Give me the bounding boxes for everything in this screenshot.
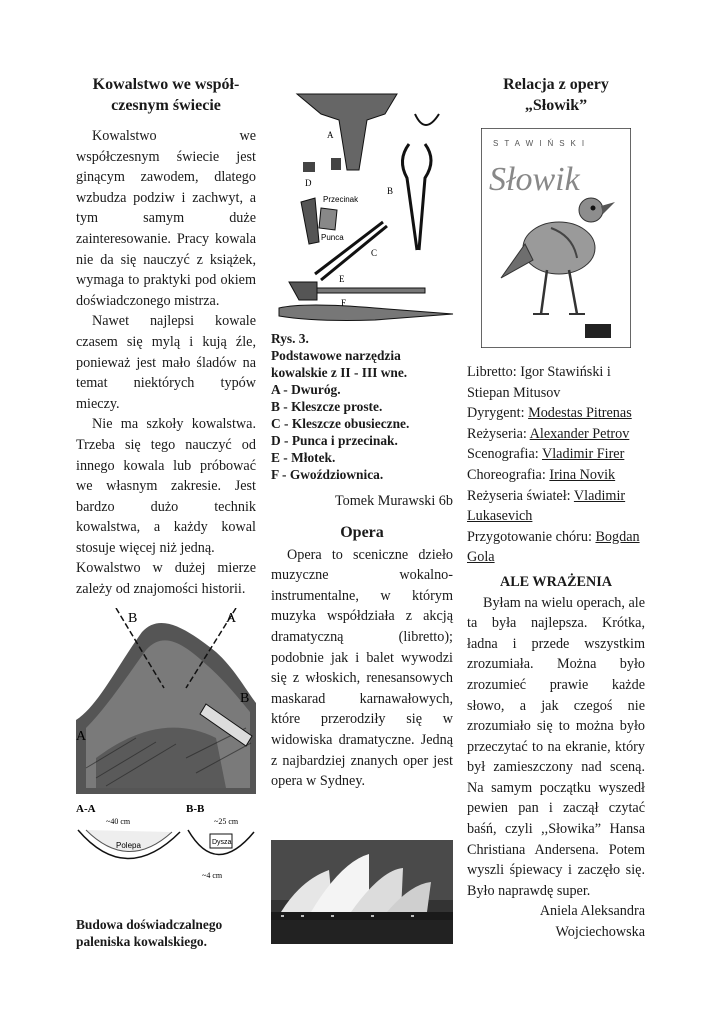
credit-link[interactable]: Bogdan Gola	[467, 528, 640, 566]
tools-caption-line: F - Gwoździownica.	[271, 467, 384, 482]
review-title-line1: Relacja z opery	[503, 76, 609, 93]
column-blacksmithing	[76, 68, 256, 950]
label-przecinak: Przecinak	[323, 195, 359, 204]
dim-25-label: ~25 cm	[214, 816, 239, 826]
credit-label: Reżyseria:	[467, 425, 530, 442]
forge-diagram	[76, 608, 256, 908]
credit-link[interactable]: Modestas Pitrenas	[528, 405, 632, 422]
credit-label: Dyrygent:	[467, 405, 529, 422]
tools-caption-line: Rys. 3.	[271, 331, 309, 346]
credit-libretto	[467, 362, 645, 403]
forge-label-b: B	[128, 610, 138, 626]
poster-script-title: Słowik	[489, 161, 580, 198]
tools-caption	[271, 330, 453, 483]
paragraph-3: Nie ma szkoły kowalstwa. Trzeba się tego nauczyć od innego kowala lub próbować we własnym zakresie. Jest bardzo dużo technik kowalstwa, a każdy kowal stosuje więcej niż jedną.	[76, 416, 256, 556]
tool-label-a: A	[327, 130, 334, 140]
credits-list	[467, 362, 645, 568]
credit-conductor	[467, 403, 645, 424]
article-title-blacksmithing: Kowalstwo we współ-czesnym świecie	[92, 76, 240, 114]
tools-caption-line: E - Młotek.	[271, 450, 336, 465]
poster-composer-text: STAWIŃSKI	[493, 139, 591, 148]
tool-label-c: C	[371, 248, 378, 258]
forge-label-b2: B	[240, 690, 250, 706]
dysza-label: Dysza	[212, 838, 232, 846]
credit-link[interactable]: Vladimir Lukasevich	[467, 487, 626, 525]
tools-caption-line: C - Kleszcze obusieczne.	[271, 416, 410, 431]
tools-caption-line: Podstawowe narzędzia kowalskie z II - III wne.	[271, 348, 408, 380]
opera-paragraph: Opera to sceniczne dzieło muzyczne wokalno-instrumentalne, w którym muzyka współdziała z akcją dramatyczną (libretto); podobnie jak i balet wywodzi się z włoskich, renesansowych maskarad karnawałowych, które przerodziły się w widowiska dramatyczne. Jedną z najbardziej znanych oper jest opera w Sydney.	[271, 546, 453, 790]
tool-label-b: B	[387, 186, 394, 196]
label-punca: Punca	[321, 233, 344, 242]
review-title-line2: „Słowik”	[524, 97, 588, 114]
credit-link[interactable]: Vladimir Firer	[541, 446, 625, 463]
credit-link[interactable]: Alexander Petrov	[529, 425, 630, 442]
tool-label-e: E	[339, 274, 345, 284]
credit-value: Igor Stawiński i Stiepan Mitusov	[467, 364, 611, 401]
credit-set-design	[467, 444, 645, 465]
forge-label-a: A	[226, 610, 237, 626]
tools-caption-line: B - Kleszcze proste.	[271, 399, 383, 414]
author-tomek: Tomek Murawski 6b	[334, 493, 453, 509]
credit-lighting	[467, 486, 645, 527]
tool-label-f: F	[341, 298, 347, 308]
forge-label-a2: A	[76, 728, 87, 744]
tool-label-d: D	[305, 178, 312, 188]
credit-label: Reżyseria świateł:	[467, 487, 574, 504]
tools-caption-line: A - Dwuróg.	[271, 382, 341, 397]
dim-40-label: ~40 cm	[106, 816, 131, 826]
column-opera-review	[467, 68, 645, 943]
impressions-heading: ALE WRAŻENIA	[499, 573, 613, 590]
credit-label: Przygotowanie chóru:	[467, 528, 596, 545]
author-line2: Wojciechowska	[555, 924, 645, 941]
credit-link[interactable]: Irina Novik	[549, 466, 616, 483]
paragraph-1: Kowalstwo we współczesnym świecie jest ginącym zawodem, dlatego wzbudza podziw i zachwyt, a tym samym duże zainteresowanie. Pracy kowala nie da się nauczyć z książek, wymaga to praktyki pod okiem doświadczonego mistrza.	[76, 128, 256, 309]
forge-caption: Budowa doświadczalnego paleniska kowalskiego.	[76, 916, 223, 949]
tools-illustration	[275, 74, 455, 322]
dim-4-label: ~4 cm	[202, 870, 223, 880]
sydney-opera-house-image	[271, 840, 453, 944]
credit-choreography	[467, 465, 645, 486]
credit-label: Libretto:	[467, 364, 521, 380]
column-tools-opera	[271, 68, 453, 944]
paragraph-2: Nawet najlepsi kowale czasem się mylą i kują źle, ponieważ jest mało śladów na temat niektórych typów mieczy.	[76, 313, 256, 412]
article-title-opera: Opera	[340, 523, 384, 541]
credit-label: Scenografia:	[467, 446, 542, 463]
credit-choir	[467, 527, 645, 568]
credit-label: Choreografia:	[467, 466, 550, 483]
credit-director	[467, 424, 645, 445]
paragraph-4: Kowalstwo w dużej mierze zależy od znajomości historii.	[76, 560, 256, 598]
section-bb-label: B-B	[186, 802, 205, 815]
slowik-poster	[481, 128, 631, 348]
tools-caption-line: D - Punca i przecinak.	[271, 433, 398, 448]
impressions-paragraph: Byłam na wielu operach, ale ta była najlepsza. Krótka, ładna i przede wszystkim zrozumiała. Można było zrozumieć prawie każde słowo, a jak czegoś nie zrozumiało się to można było przeczytać to na ekranie, który był zamieszczony nad sceną. Na samym początku wyszedł pewien pan i zaczął czytać baśń, czyli ,,Słowika” Hansa Christiana Andersena. Potem wyszli śpiewacy i zaczęło się. Było naprawdę super.	[467, 594, 645, 899]
article-title-review	[467, 74, 645, 116]
section-aa-label: A-A	[76, 802, 96, 815]
polepa-label: Polepa	[116, 840, 141, 850]
author-line1: Aniela Aleksandra	[539, 903, 645, 920]
